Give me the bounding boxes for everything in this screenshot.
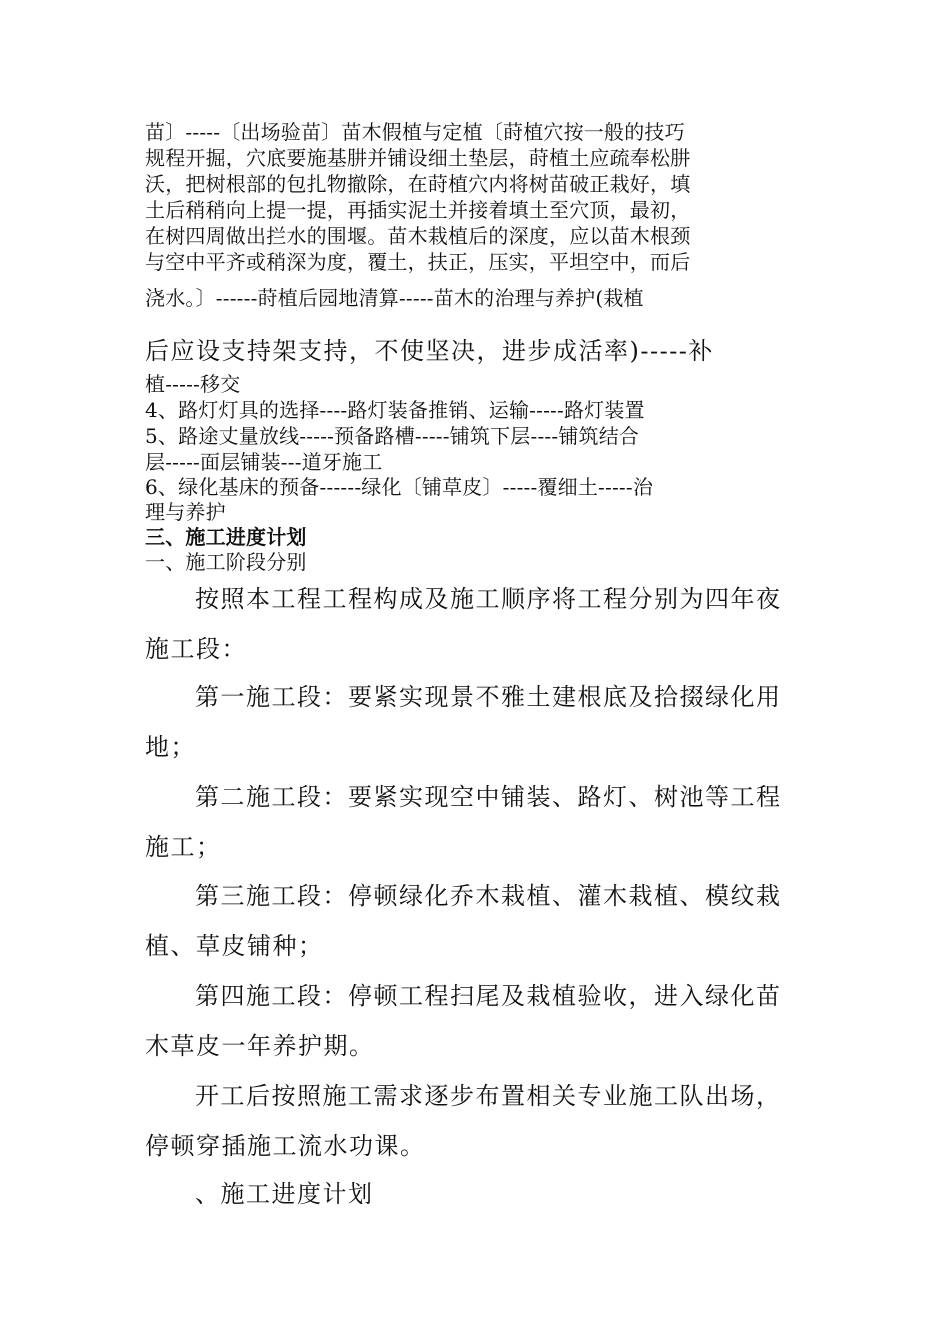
schedule-heading: 、施工进度计划 xyxy=(195,1180,374,1208)
section-heading: 三、施工进度计划 xyxy=(145,525,307,549)
list-item-6: 6、绿化基床的预备------绿化〔铺草皮〕-----覆细土-----治 xyxy=(145,475,654,499)
stage-2-line-1: 第二施工段：要紧实现空中铺装、路灯、树池等工程 xyxy=(195,783,782,811)
stage-4-line-2: 木草皮一年养护期。 xyxy=(145,1032,375,1060)
text-line-3: 沃，把树根部的包扎物撤除，在莳植穴内将树苗破正栽好，填 xyxy=(145,172,691,196)
text-line-7: 浇水。〕------莳植后园地清算-----苗木的治理与养护(栽植 xyxy=(145,286,644,310)
text-line-1: 苗〕-----〔出场验苗〕苗木假植与定植〔莳植穴按一般的技巧 xyxy=(145,120,685,144)
list-item-5-cont: 层-----面层铺装---道牙施工 xyxy=(145,450,383,474)
text-line-5: 在树四周做出拦水的围堰。苗木栽植后的深度，应以苗木根颈 xyxy=(145,224,691,248)
text-line-8: 后应设支持架支持，不使坚决，进步成活率)-----补 xyxy=(145,337,714,365)
closing-line-2: 停顿穿插施工流水功课。 xyxy=(145,1132,426,1160)
list-item-6-cont: 理与养护 xyxy=(145,500,226,524)
stage-3-line-2: 植、草皮铺种； xyxy=(145,932,324,960)
list-item-5: 5、路途丈量放线-----预备路槽-----铺筑下层----铺筑结合 xyxy=(145,424,640,448)
stage-3-line-1: 第三施工段：停顿绿化乔木栽植、灌木栽植、模纹栽 xyxy=(195,882,782,910)
text-line-2: 规程开掘，穴底要施基肼并铺设细土垫层，莳植土应疏奉松肼 xyxy=(145,146,691,170)
subsection-heading: 一、施工阶段分别 xyxy=(145,550,307,574)
text-line-6: 与空中平齐或稍深为度，覆土，扶正，压实，平坦空中，而后 xyxy=(145,250,691,274)
stage-1-line-2: 地； xyxy=(145,733,196,761)
paragraph-line-1: 按照本工程工程构成及施工顺序将工程分别为四年夜 xyxy=(195,585,782,613)
text-line-4: 土后稍稍向上提一提，再插实泥土并接着填土至穴顶，最初， xyxy=(145,198,691,222)
closing-line-1: 开工后按照施工需求逐步布置相关专业施工队出场， xyxy=(195,1082,782,1110)
paragraph-line-2: 施工段： xyxy=(145,635,247,663)
stage-1-line-1: 第一施工段：要紧实现景不雅土建根底及拾掇绿化用 xyxy=(195,683,782,711)
stage-2-line-2: 施工； xyxy=(145,833,222,861)
text-line-9: 植-----移交 xyxy=(145,372,241,396)
stage-4-line-1: 第四施工段：停顿工程扫尾及栽植验收，进入绿化苗 xyxy=(195,982,782,1010)
list-item-4: 4、路灯灯具的选择----路灯装备推销、运输-----路灯装置 xyxy=(145,398,645,422)
